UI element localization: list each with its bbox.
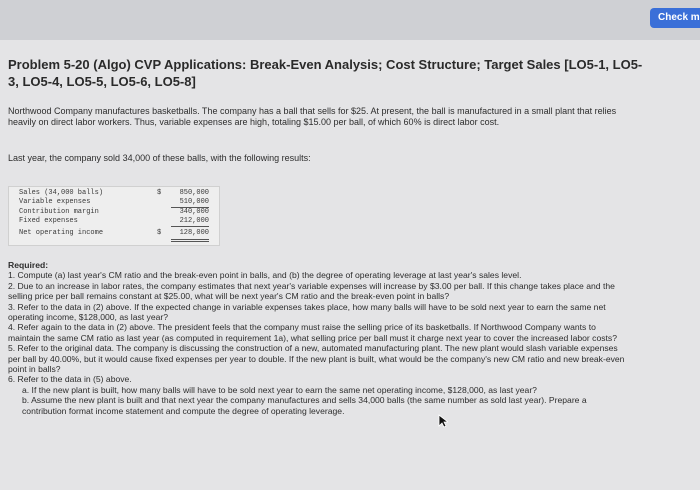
- dollar-sign: $: [157, 229, 162, 237]
- table-row: [9, 229, 219, 238]
- required-item: 5. Refer to the original data. The company is discussing the construction of a new, automated manufacturing plant. The new plant would slash variable expenses per ball by 40.00%, but it would cause fixed expenses per year to double. If the new plant is built, what would be the company's new CM ratio and new break-even point in balls?: [8, 343, 625, 375]
- table-row: [9, 208, 219, 217]
- row-value: 510,000: [179, 198, 209, 206]
- required-item: 2. Due to an increase in labor rates, the company estimates that next year's variable expenses will increase by $3.00 per ball. If this change takes place and the selling price per ball remains constant at $25.00, what will be next year's CM ratio and the break-even point in balls?: [8, 280, 615, 302]
- top-toolbar: [0, 0, 700, 40]
- required-section: [8, 260, 628, 416]
- row-value: 850,000: [179, 189, 209, 197]
- row-label: Variable expenses: [19, 198, 91, 206]
- double-underline: [171, 241, 209, 242]
- problem-intro: Northwood Company manufactures basketballs. The company has a ball that sells for $25. At present, the ball is manufactured in a small plant that relies heavily on direct labor workers. Thus, variable expenses are high, totaling $15.00 per ball, of which 60% is direct labor cost.: [8, 106, 617, 127]
- row-label: Net operating income: [19, 229, 104, 237]
- row-value: 212,000: [179, 217, 209, 225]
- problem-page: [0, 40, 700, 490]
- required-sub-item: b. Assume the new plant is built and that next year the company manufactures and sells 34,000 balls (the same number as sold last year). Prepare a contribution format income statement and compute the degree of operating leverage.: [22, 395, 587, 416]
- row-value: 340,000: [179, 208, 209, 216]
- double-underline: [171, 239, 209, 240]
- required-item: 4. Refer again to the data in (2) above. The president feels that the company must raise the selling price of its basketballs. If Northwood Company wants to maintain the same CM ratio as last year (as computed in requirement 1a), what selling price per ball must it charge next year to cover the increased labor costs?: [8, 322, 618, 343]
- income-statement-table: [8, 186, 220, 246]
- table-row: [9, 189, 219, 198]
- required-item: 6. Refer to the data in (5) above.: [8, 374, 132, 385]
- required-heading: Required:: [8, 260, 49, 270]
- row-label: Sales (34,000 balls): [19, 189, 104, 197]
- mouse-cursor-icon: [438, 414, 448, 428]
- required-item: 1. Compute (a) last year's CM ratio and the break-even point in balls, and (b) the degree of operating leverage at last year's sales level.: [8, 270, 522, 281]
- problem-title: Problem 5-20 (Algo) CVP Applications: Break-Even Analysis; Cost Structure; Target Sales [LO5-1, LO5-3, LO5-4, LO5-5, LO5-6, LO5-8]: [8, 57, 643, 89]
- dollar-sign: $: [157, 189, 162, 197]
- underline: [171, 226, 209, 227]
- row-label: Contribution margin: [19, 208, 99, 216]
- required-item: 3. Refer to the data in (2) above. If the expected change in variable expenses takes place, how many balls will have to be sold next year to earn the same net operating income, $128,000, as last year?: [8, 301, 606, 323]
- row-label: Fixed expenses: [19, 217, 78, 225]
- table-row: [9, 217, 219, 226]
- check-button[interactable]: Check m: [650, 8, 700, 28]
- last-year-text: Last year, the company sold 34,000 of these balls, with the following results:: [8, 153, 311, 163]
- table-row: [9, 198, 219, 207]
- required-sub-item: a. If the new plant is built, how many balls will have to be sold next year to earn the same net operating income, $128,000, as last year?: [22, 384, 537, 395]
- row-value: 128,000: [179, 229, 209, 237]
